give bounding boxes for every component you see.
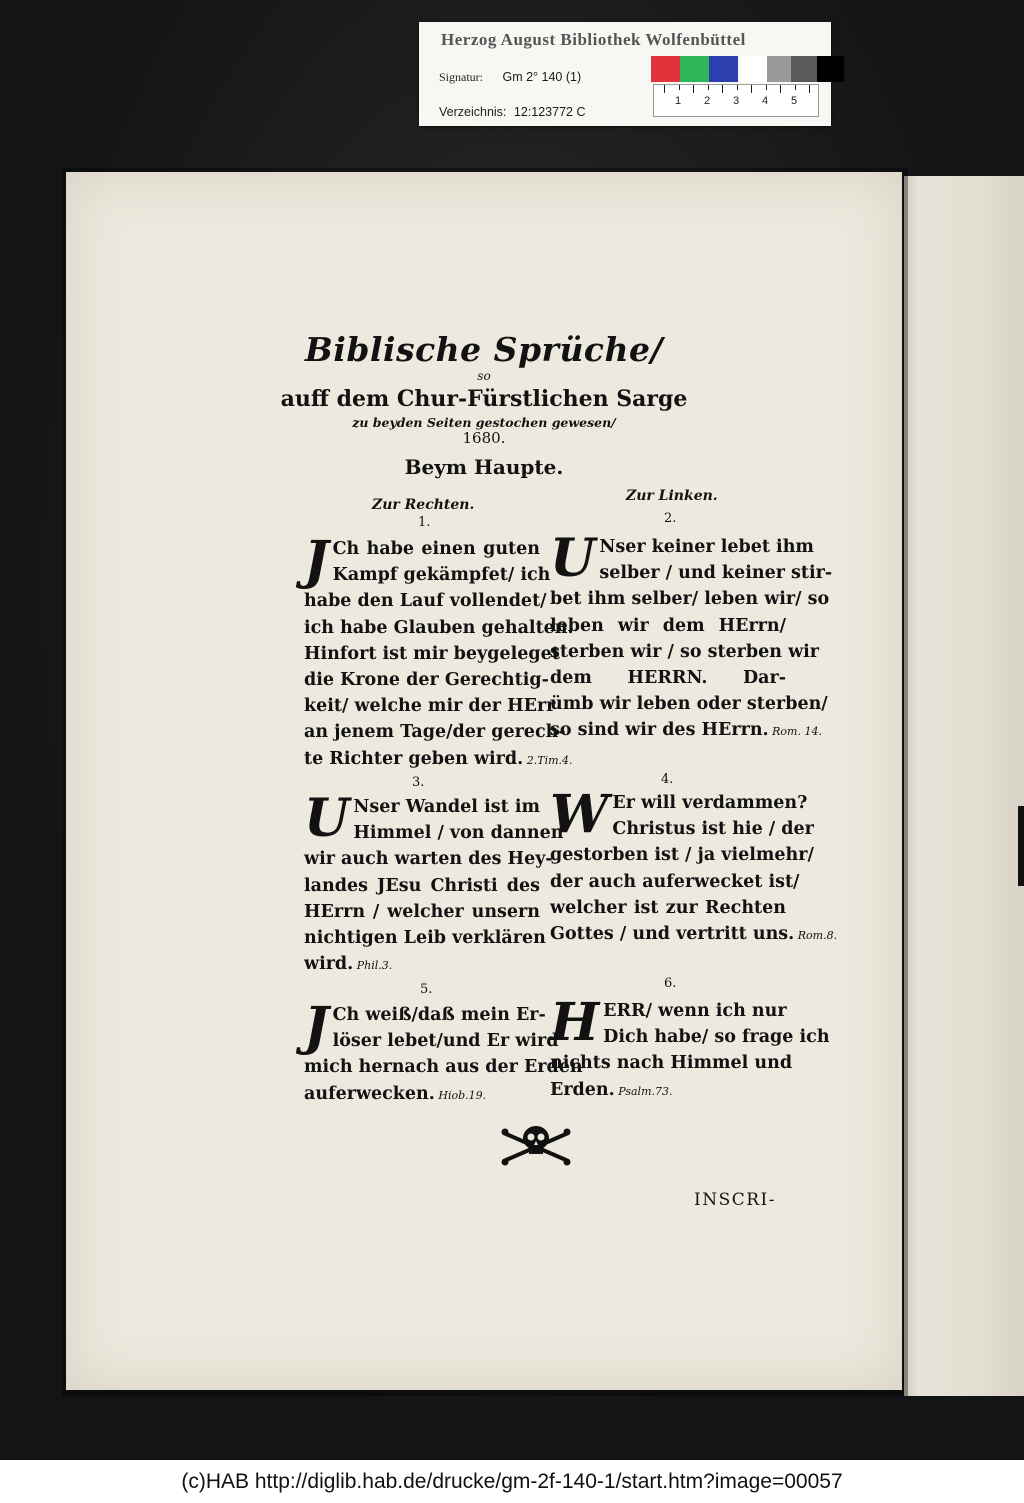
verse-number: 3. xyxy=(412,775,425,790)
side-left-heading: Zur Rechten. xyxy=(372,497,475,513)
color-swatch xyxy=(741,56,767,82)
catchword: INSCRI- xyxy=(694,1190,777,1210)
verzeichnis-value: 12:123772 C xyxy=(513,105,586,119)
verse-reference: Rom. 14. xyxy=(768,725,822,739)
ruler-tick xyxy=(722,85,723,93)
verse-line: landes JEsu Christi des xyxy=(304,875,540,896)
verse-line: wir auch warten des Hey- xyxy=(304,849,553,870)
ruler-tick xyxy=(708,85,709,90)
color-swatch xyxy=(767,56,791,82)
drop-capital: W xyxy=(550,784,609,845)
verse-line: dem HERRN. Dar- xyxy=(550,668,786,689)
verse-block xyxy=(550,528,833,746)
ruler-number: 2 xyxy=(703,95,711,107)
page-title: Biblische Sprüche/ xyxy=(304,330,664,369)
verse-line: welcher ist zur Rechten xyxy=(550,897,786,918)
ruler-number: 1 xyxy=(674,95,682,107)
drop-capital: U xyxy=(550,528,596,589)
color-swatch xyxy=(651,56,680,82)
ruler-tick xyxy=(737,85,738,90)
verse-line: Er will verdammen? xyxy=(612,793,808,813)
ruler-tick xyxy=(780,85,781,93)
verse-line: habe den Lauf vollendet/ xyxy=(304,591,547,612)
ruler-tick xyxy=(751,85,752,93)
drop-capital: J xyxy=(304,996,329,1057)
ruler-tick xyxy=(809,85,810,93)
verse-block xyxy=(304,788,564,979)
verse-line: Dich habe/ so frage ich xyxy=(603,1027,830,1048)
ruler-tick xyxy=(795,85,796,90)
verse-number: 6. xyxy=(664,976,677,991)
drop-capital: H xyxy=(550,992,600,1053)
verse-line: Christus ist hie / der xyxy=(612,819,814,840)
ruler-tick xyxy=(766,85,767,90)
verse-line: selber / und keiner stir- xyxy=(599,563,833,584)
verse-line: so sind wir des HErrn. Rom. 14. xyxy=(550,720,822,741)
skull-crossbones-ornament xyxy=(500,1120,572,1170)
signatur-value: Gm 2° 140 (1) xyxy=(502,70,582,84)
scale-ruler xyxy=(653,84,819,117)
library-name: Herzog August Bibliothek Wolfenbüttel xyxy=(441,30,746,49)
verse-line: Gottes / und vertritt uns. Rom.8. xyxy=(550,924,838,945)
verse-line: Kampf gekämpfet/ ich xyxy=(332,565,551,586)
verse-line: ümb wir leben oder sterben/ xyxy=(550,694,828,715)
verse-number: 1. xyxy=(418,515,431,530)
verse-reference: Hiob.19. xyxy=(434,1088,487,1102)
color-swatch xyxy=(680,56,709,82)
verse-line: an jenem Tage/der gerech- xyxy=(304,722,566,743)
document-page xyxy=(66,172,902,1390)
color-swatch xyxy=(817,56,844,82)
drop-capital: U xyxy=(304,788,350,849)
drop-capital: J xyxy=(304,530,329,591)
verse-line: Nser keiner lebet ihm xyxy=(599,537,814,557)
verse-number: 4. xyxy=(661,772,674,787)
verse-line: löser lebet/und Er wird xyxy=(332,1031,559,1052)
verse-block xyxy=(550,784,838,949)
verse-line: Ch weiß/daß mein Er- xyxy=(332,1005,546,1025)
verse-line: te Richter geben wird. 2.Tim.4. xyxy=(304,748,573,769)
facing-page-edge xyxy=(904,176,1024,1396)
verse-line: HErrn / welcher unsern xyxy=(304,901,540,922)
verse-line: keit/ welche mir der HErr xyxy=(304,696,556,717)
verse-line: wird. Phil.3. xyxy=(304,954,393,975)
ruler-number: 4 xyxy=(761,95,769,107)
verse-line: nichts nach Himmel und xyxy=(550,1053,793,1074)
verse-line: Ch habe einen guten xyxy=(332,539,540,559)
verse-line: Nser Wandel ist im xyxy=(353,797,540,817)
color-swatch xyxy=(791,56,817,82)
subtitle-line1: auff dem Chur-Fürstlichen Sarge xyxy=(280,386,688,412)
side-right-heading: Zur Linken. xyxy=(626,488,718,504)
signatur-row xyxy=(439,70,581,85)
verse-block xyxy=(550,992,830,1105)
verse-line: Himmel / von dannen xyxy=(353,823,564,844)
verse-line: nichtigen Leib verklären xyxy=(304,928,546,949)
subtitle-line2: zu beyden Seiten gestochen gewesen/ xyxy=(352,415,616,430)
verse-line: auferwecken. Hiob.19. xyxy=(304,1083,487,1104)
verzeichnis-key: Verzeichnis: xyxy=(439,105,507,119)
verse-line: Erden. Psalm.73. xyxy=(550,1079,673,1100)
verzeichnis-row xyxy=(439,105,585,119)
verse-number: 5. xyxy=(420,982,433,997)
verse-line: der auch auferwecket ist/ xyxy=(550,871,800,892)
year: 1680. xyxy=(462,429,506,447)
title-so: so xyxy=(477,369,491,383)
verse-reference: Rom.8. xyxy=(794,929,838,943)
verse-block xyxy=(304,530,574,774)
color-swatch xyxy=(709,56,738,82)
verse-block xyxy=(304,996,583,1109)
verse-line: ich habe Glauben gehalten. xyxy=(304,617,574,638)
ruler-number: 5 xyxy=(790,95,798,107)
verse-number: 2. xyxy=(664,511,677,526)
ruler-tick xyxy=(679,85,680,90)
verse-reference: Psalm.73. xyxy=(614,1084,673,1098)
verse-line: sterben wir / so sterben wir xyxy=(550,641,820,662)
verse-line: gestorben ist / ja vielmehr/ xyxy=(550,845,814,866)
signatur-key: Signatur: xyxy=(439,70,483,84)
library-label xyxy=(419,22,831,126)
verse-line: die Krone der Gerechtig- xyxy=(304,670,549,691)
verse-line: ERR/ wenn ich nur xyxy=(603,1001,787,1021)
ruler-number: 3 xyxy=(732,95,740,107)
verse-line: mich hernach aus der Erden xyxy=(304,1057,583,1078)
section-heading: Beym Haupte. xyxy=(404,455,564,479)
ruler-tick xyxy=(693,85,694,93)
ruler-tick xyxy=(664,85,665,93)
copyright-footer: (c)HAB http://diglib.hab.de/drucke/gm-2f-140-1/start.htm?image=00057 xyxy=(0,1460,1024,1503)
verse-reference: Phil.3. xyxy=(353,959,393,973)
verse-line: leben wir dem HErrn/ xyxy=(550,615,786,636)
verse-reference: 2.Tim.4. xyxy=(523,753,573,767)
verse-line: bet ihm selber/ leben wir/ so xyxy=(550,589,830,610)
verse-line: Hinfort ist mir beygeleget xyxy=(304,643,560,664)
